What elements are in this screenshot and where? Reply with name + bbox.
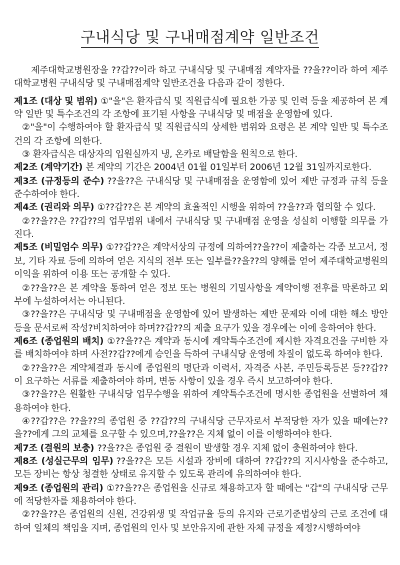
article-clause: ??을??은 구내식당 및 구내매점을 운영함에 있어 제반 규정과 규칙 등을 준수하여야 한다.	[14, 176, 388, 201]
article-clause: ②??을??은 본 계약을 통하여 얻은 정보 또는 병원의 기밀사항을 계약이행 전후를 막론하고 외부에 누설하여서는 아니된다.	[14, 283, 388, 307]
article-clause: ④??갑??은 ??을??의 종업원 중 ??갑??의 구내식당 근무자로서 부적당한 자가 있을 때에는??을??에게 그의 교체를 요구할 수 있으며,??을??은 지체 없이 이를 이행하여야 한다.	[14, 416, 388, 441]
intro-paragraph: 제주대학교병원장을 ??갑??이라 하고 구내식당 및 구내매점 계약자를 ??을??이라 하여 제주대학교병원 구내식당 및 구내매점계약 일반조건을 다음과 같이 정한다.	[14, 66, 388, 90]
article-heading: 제8조 (성실근무의 임무)	[14, 456, 114, 467]
article-9	[14, 483, 388, 510]
article-clause: ①??을??은 종업원을 신규로 채용하고자 할 때에는 "갑"의 구내식당 근무에 적당한자를 채용하여야 한다.	[14, 483, 388, 507]
article-clause: ①??을??은 계약과 동시에 계약특수조건에 제시한 자격요건을 구비한 자를 배치하여야 하며 사전??갑??에게 승인을 득하여 구내식당 운영에 차질이 없도록 하여야 한다.	[14, 336, 388, 361]
article-6	[14, 336, 388, 363]
article-clause: ??을??은 종업원 중 결원이 발생할 경우 지체 없이 충원하여야 한다.	[97, 443, 358, 454]
article-heading: 제9조 (종업원의 관리)	[14, 483, 104, 494]
article-heading: 제4조 (권리와 의무)	[14, 203, 95, 214]
article-clause: ③??을??은 구내식당 및 구내매점을 운영함에 있어 발생하는 제반 문제와 이에 대한 해소 방안 등을 문서로써 작성?비치하여야 하며??갑??의 제출 요구가 있을 경우에는 이에 응하여야 한다.	[14, 310, 388, 334]
article-heading: 제2조 (계약기간)	[14, 163, 83, 174]
article-clause: 본 계약의 기간은 2004년 01월 01일부터 2006년 12월 31일까지로한다.	[85, 163, 372, 174]
article-clause: ②"을"이 수행하여야 할 환자급식 및 직원급식의 상세한 범위와 요령은 본 계약 일반 및 특수조건의 각 조항에 의한다.	[14, 123, 388, 147]
article-7	[14, 443, 388, 456]
article-clause: ①??갑??은 본 계약의 효율적인 시행을 위하여 ??을??과 협의할 수 있다.	[97, 203, 376, 214]
article-heading: 제7조 (결원의 보충)	[14, 443, 95, 454]
article-clause: ??을??은 모든 시설과 장비에 대하여 ??갑??의 지시사항을 준수하고, 모든 장비는 항상 청결한 상태로 유지할 수 있도록 관리에 유의하여야 한다.	[14, 456, 388, 481]
document-title: 구내식당 및 구내매점계약 일반조건	[80, 28, 320, 46]
article-heading: 제5조 (비밀엄수 의무)	[14, 243, 103, 254]
article-clause: ②??을??은 계약체결과 동시에 종업원의 명단과 이력서, 자격증 사본, 주민등록등본 등??갑??이 요구하는 서류를 제출하여야 하며, 변동 사항이 있을 경우 즉시 보고하여야 한다.	[14, 363, 388, 387]
article-clause: ③ 환자급식은 대상자의 입원실까지 냉, 온카로 배달함을 원칙으로 한다.	[22, 150, 298, 161]
article-heading: 제1조 (대상 및 범위)	[14, 96, 98, 107]
article-1	[14, 96, 388, 123]
article-clause: ③??을??은 원활한 구내식당 업무수행을 위하여 계약특수조건에 명시한 종업원을 선별하여 채용하여야 한다.	[14, 390, 388, 414]
article-3	[14, 176, 388, 203]
article-clause: ②??을??은 종업원의 신원, 건강위생 및 작업규율 등의 유지와 근로기준법상의 근로 조건에 대하여 일체의 책임을 지며, 종업원의 인사 및 보안유지에 관한 자체 규정을 제정?시행하여야	[14, 510, 388, 534]
document-title-block	[0, 27, 400, 47]
article-heading: 제6조 (종업원의 배치)	[14, 336, 104, 347]
article-8	[14, 456, 388, 483]
article-5	[14, 242, 388, 282]
article-clause: ①"을"은 환자급식 및 직원급식에 필요한 가공 및 인력 등을 제공하여 본 계약 일반 및 특수조건의 각 조항에 표기된 사항을 구내식당 및 매점을 운영함에 있다.	[14, 96, 388, 121]
article-clause: ②??을??은 ??갑??의 업무범위 내에서 구내식당 및 구내매점 운영을 성실히 이행할 의무를 가진다.	[14, 216, 388, 241]
document-body	[14, 65, 388, 563]
article-heading: 제3조 (규정등의 준수)	[14, 176, 105, 187]
article-2	[14, 162, 388, 175]
article-4	[14, 202, 388, 215]
article-clause: ①??갑??은 계약서상의 규정에 의하여??을??이 제출하는 각종 보고서, 정보, 기타 자료 등에 의하여 얻은 지식의 전부 또는 일부를??을??의 양해를 얻어 제주대학교병원의 이익을 위하여 이용 또는 공개할 수 있다.	[14, 243, 388, 281]
